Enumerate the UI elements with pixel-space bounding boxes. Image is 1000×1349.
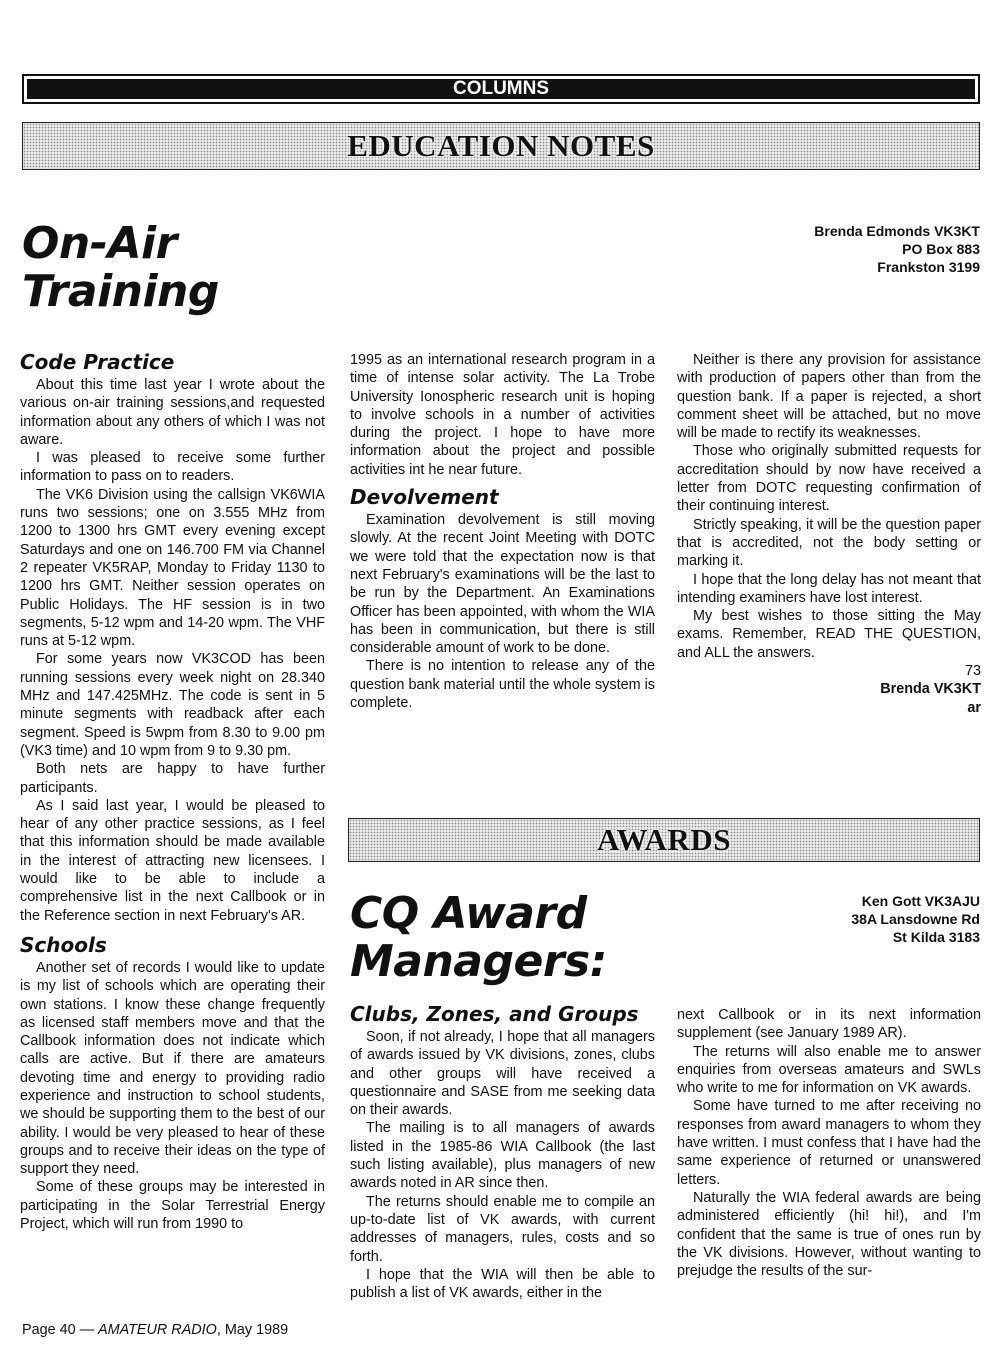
title-line-1: CQ Award	[350, 888, 587, 939]
awards-banner	[348, 818, 980, 862]
author-town: Frankston 3199	[877, 259, 980, 275]
paragraph: I was pleased to receive some further information to pass on to readers.	[20, 450, 325, 485]
article-title-on-air-training	[22, 220, 219, 316]
paragraph: There is no intention to release any of the question bank material until the whole system is complete.	[350, 658, 655, 712]
signoff-ar: ar	[967, 699, 981, 716]
columns-header-bar	[22, 74, 980, 104]
article2-column-2	[677, 1006, 981, 1280]
paragraph: Examination devolvement is still moving slowly. At the recent Joint Meeting with DOTC we were told that the expectation now is that next February's examinations will be the last to be run by the Department. An Examinations Officer has been appointed, with whom the WIA has been in communication, but there is still considerable amount of work to be done.	[350, 512, 655, 657]
heading-code-practice: Code Practice	[20, 350, 175, 374]
paragraph: Neither is there any provision for assistance with production of papers other than from the question bank. If a paper is rejected, a short comment sheet will be attached, but no move will be made to rectify its weaknesses.	[677, 352, 981, 442]
author-town: St Kilda 3183	[892, 929, 980, 945]
paragraph: The returns should enable me to compile an up-to-date list of VK awards, with current addresses of managers, rules, costs and so forth.	[350, 1193, 655, 1265]
paragraph: I hope that the long delay has not meant that intending examiners have lost interest.	[677, 571, 981, 606]
paragraph: Those who originally submitted requests for accreditation should by now have received a letter from DOTC requesting confirmation of their continuing interest.	[677, 443, 981, 515]
footer-date: , May 1989	[216, 1322, 289, 1338]
footer-page: Page 40 —	[22, 1322, 99, 1338]
author-address-ken	[851, 892, 980, 946]
columns-label: COLUMNS	[27, 79, 975, 99]
heading-clubs-zones-groups: Clubs, Zones, and Groups	[350, 1002, 639, 1026]
education-notes-banner	[22, 122, 980, 170]
paragraph: The VK6 Division using the callsign VK6WIA runs two sessions; one on 3.555 MHz from 1200 to 1300 hrs GMT every evening except Saturdays and one on 146.700 FM via Channel 2 repeater VK5RAP, Monday to Friday 1130 to 1200 hrs GMT. Neither session operates on Public Holidays. The HF session is in two segments, 5-12 wpm and 14-20 wpm. The VHF runs at 5-12 wpm.	[20, 486, 325, 650]
signoff-name: Brenda VK3KT	[880, 681, 981, 698]
paragraph: My best wishes to those sitting the May exams. Remember, READ THE QUESTION, and ALL the answers.	[677, 608, 981, 661]
education-notes-label: EDUCATION NOTES	[347, 128, 655, 163]
article-title-cq-award-managers	[350, 890, 607, 986]
article1-column-1	[20, 348, 325, 1233]
article1-column-3	[677, 351, 981, 717]
paragraph: Naturally the WIA federal awards are being administered efficiently (hi! hi!), and I'm confident that the same is true of ones run by the VK divisions. However, without wanting to prejudge the results of the sur-	[677, 1189, 981, 1280]
paragraph: As I said last year, I would be pleased to hear of any other practice sessions, as I feel that this information should be made available in the interest of attracting new licensees. I would like to be able to include a comprehensive list in the next Callbook or in the Reference section in next February's AR.	[20, 797, 325, 924]
author-address-brenda	[814, 222, 980, 276]
paragraph: The mailing is to all managers of awards listed in the 1985-86 WIA Callbook (the last such listing available), plus managers of new awards noted in AR since then.	[350, 1120, 655, 1192]
author-street: 38A Lansdowne Rd	[851, 911, 980, 927]
paragraph: Both nets are happy to have further participants.	[20, 761, 325, 796]
signoff-73: 73	[964, 663, 981, 680]
awards-label: AWARDS	[597, 822, 731, 857]
footer-magazine: AMATEUR RADIO	[98, 1322, 217, 1338]
paragraph: Strictly speaking, it will be the question paper that is accredited, not the body setting or marking it.	[677, 516, 981, 570]
article2-column-1	[350, 1000, 655, 1302]
title-line-1: On-Air	[22, 218, 177, 269]
title-line-2: Managers:	[350, 936, 607, 987]
heading-schools: Schools	[20, 932, 107, 957]
paragraph: For some years now VK3COD has been running sessions every week night on 28.340 MHz and 147.425MHz. The code is sent in 5 minute segments with readback after each segment. Speed is 5wpm from 8.30 to 9.00 pm (VK3 time) and 10 wpm from 9 to 9.30 pm.	[20, 651, 325, 759]
author-name: Brenda Edmonds VK3KT	[814, 223, 980, 239]
paragraph: The returns will also enable me to answer enquiries from overseas amateurs and SWLs who write to me for information on VK awards.	[677, 1043, 981, 1097]
paragraph: Some have turned to me after receiving no responses from award managers to whom they have written. I must confess that I have had the same experience of returned or unanswered letters.	[677, 1098, 981, 1188]
paragraph: Some of these groups may be interested in participating in the Solar Terrestrial Energy Project, which will run from 1990 to	[20, 1179, 325, 1233]
paragraph: Soon, if not already, I hope that all managers of awards issued by VK divisions, zones, clubs and other groups will have received a questionnaire and SASE from me seeking data on their awards.	[350, 1029, 655, 1119]
paragraph: 1995 as an international research program in a time of intense solar activity. The La Trobe University Ionospheric research unit is hoping to involve schools in a number of activities during the project. I hope to have more information about the project and possible activities int he near future.	[350, 352, 655, 478]
paragraph: I hope that the WIA will then be able to publish a list of VK awards, either in the	[350, 1266, 655, 1302]
author-po-box: PO Box 883	[902, 241, 980, 257]
paragraph: About this time last year I wrote about the various on-air training sessions,and requested information about any others of which I was not aware.	[20, 377, 325, 448]
title-line-2: Training	[22, 266, 219, 317]
heading-devolvement: Devolvement	[350, 485, 499, 510]
page-footer	[22, 1322, 288, 1338]
paragraph: next Callbook or in its next information supplement (see January 1989 AR).	[677, 1007, 981, 1042]
article1-column-2	[350, 351, 655, 712]
author-name: Ken Gott VK3AJU	[861, 893, 980, 909]
paragraph: Another set of records I would like to update is my list of schools which are operating their own stations. I know these change frequently as licensed staff members move and that the Callbook information does not indicate which calls are active. But if there are amateurs devoting time and energy to providing radio experience and instruction to school students, we should be supporting them to the best of our ability. I would be very pleased to hear of these groups and to receive their ideas on the type of support they need.	[20, 959, 325, 1178]
